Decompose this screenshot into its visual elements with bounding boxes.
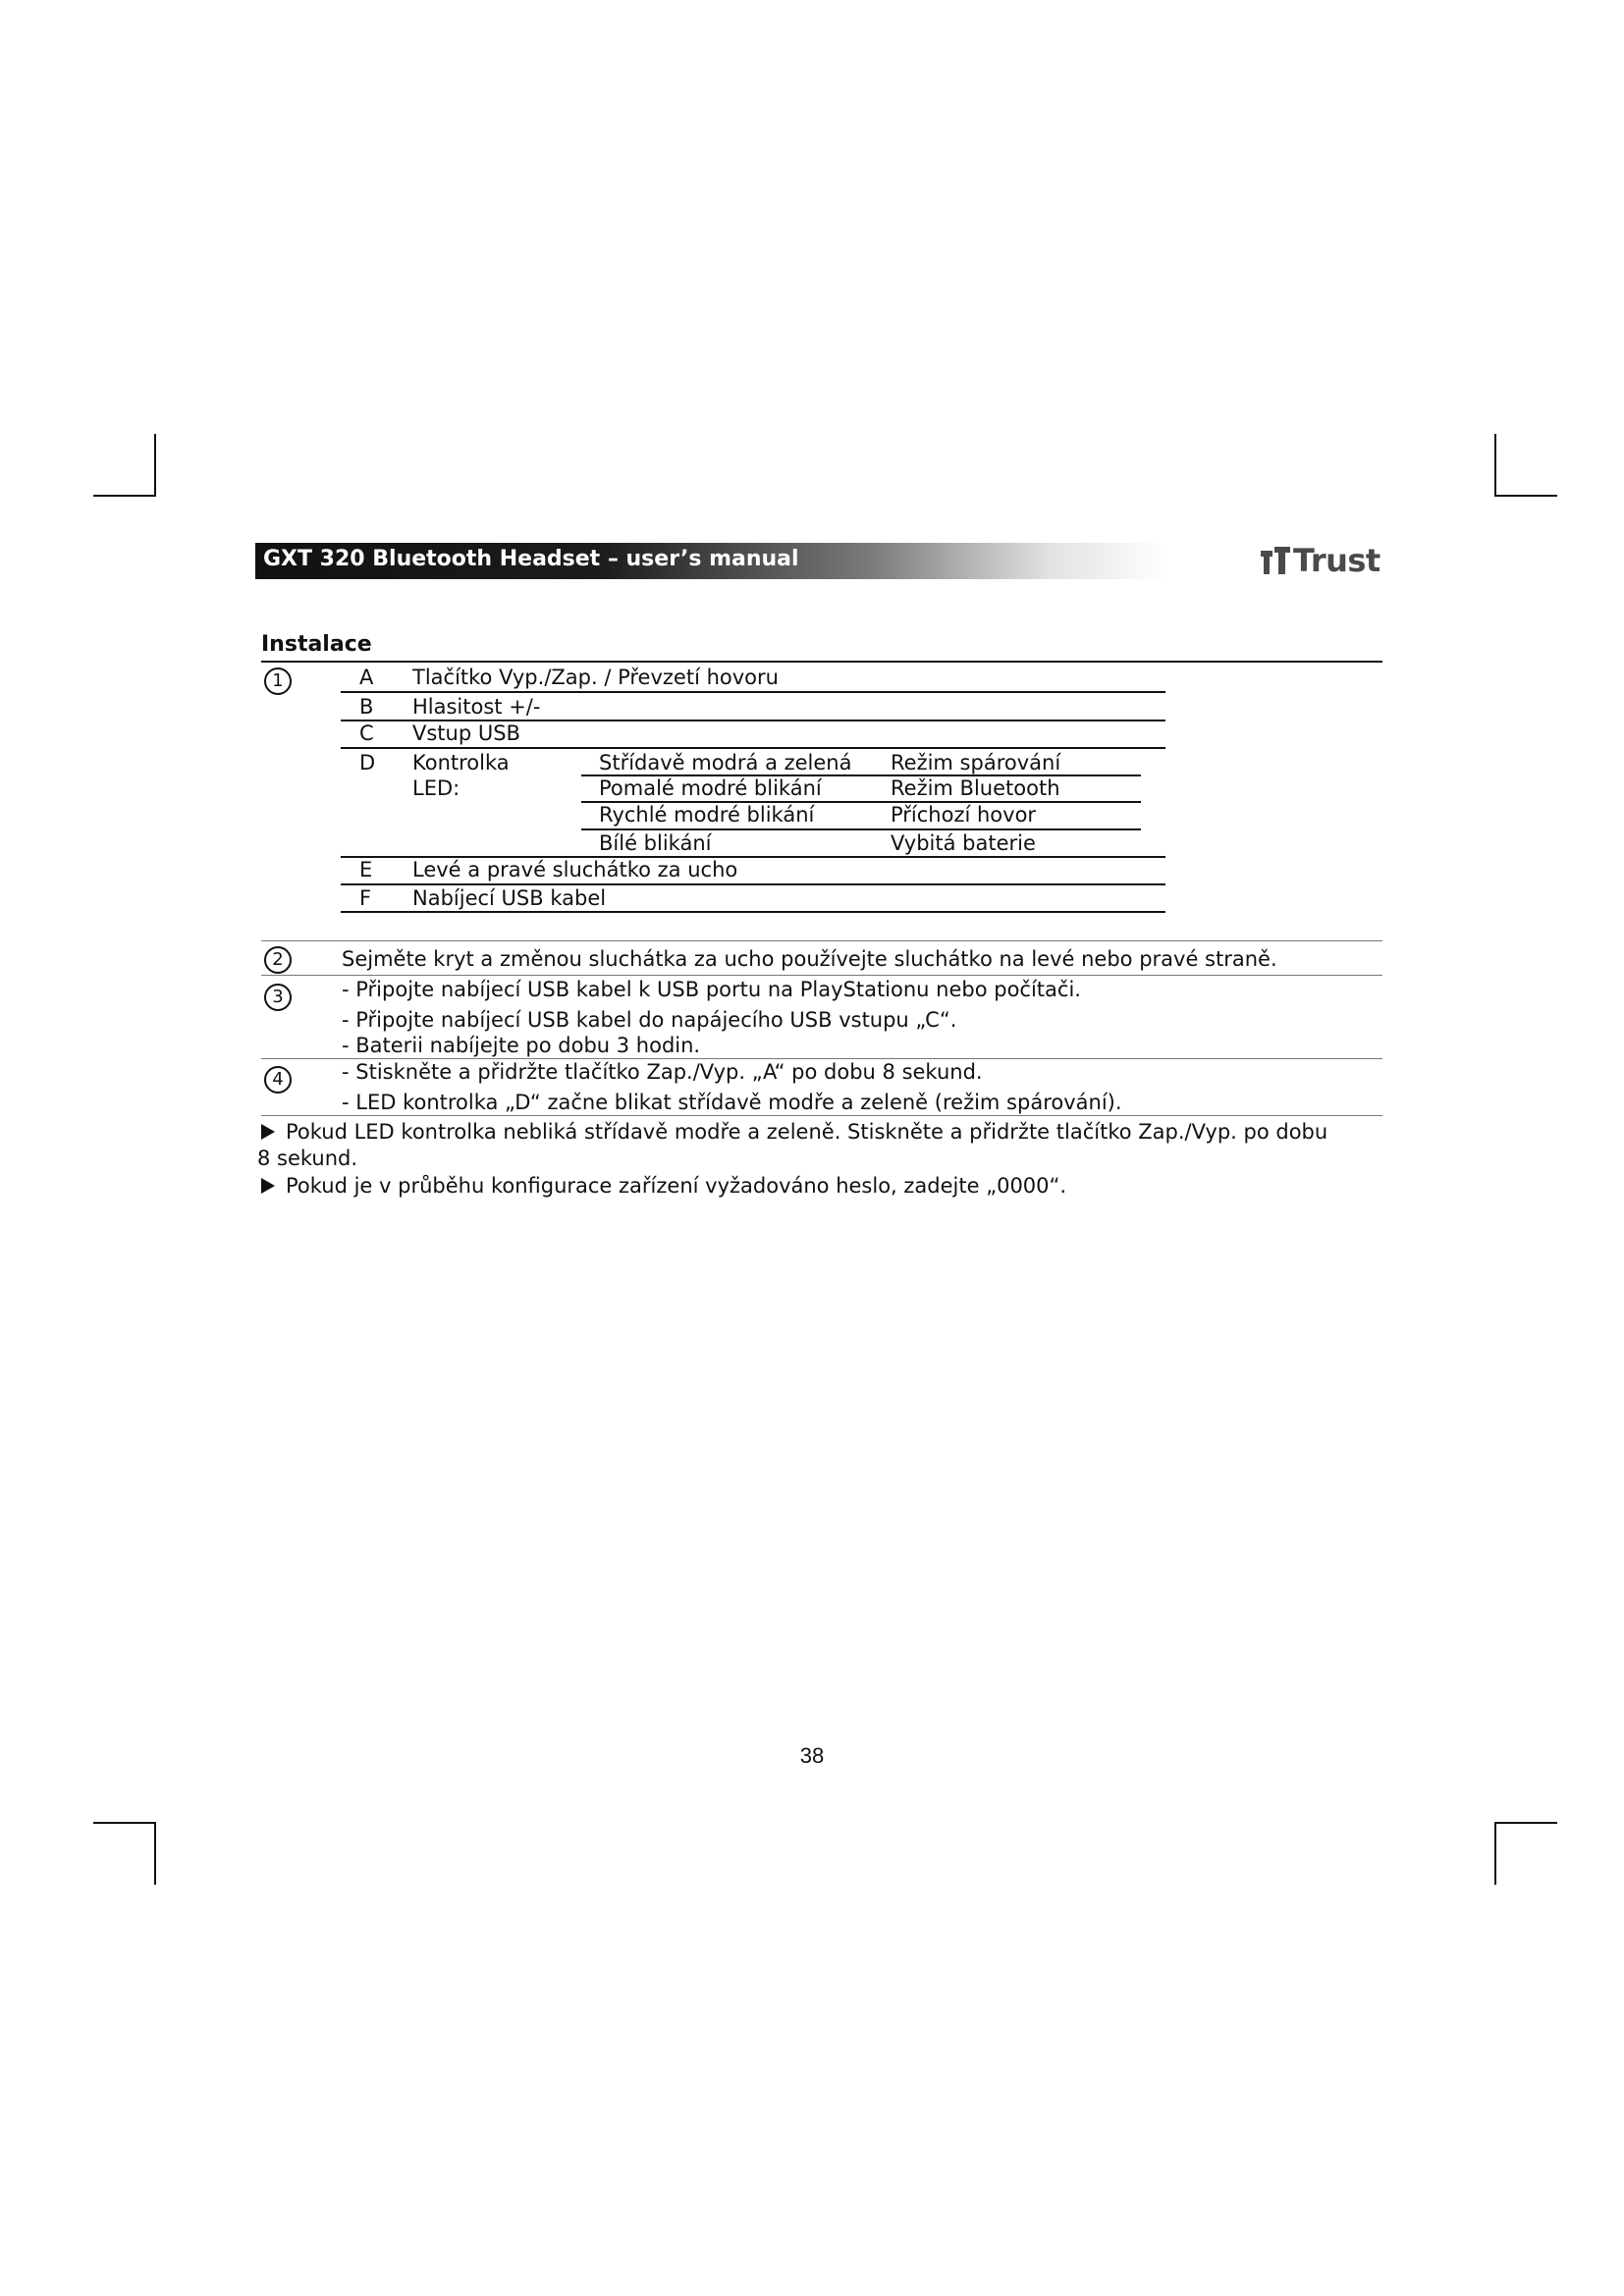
led-signal-4: Bílé blikání — [599, 831, 712, 855]
step2-rule — [261, 940, 1382, 941]
step-number-2: 2 — [264, 946, 292, 974]
section-rule — [261, 661, 1382, 663]
part-text-e: Levé a pravé sluchátko za ucho — [412, 858, 738, 881]
manual-title: GXT 320 Bluetooth Headset – user’s manual — [263, 547, 799, 571]
step3-line-3: - Baterii nabíjejte po dobu 3 hodin. — [342, 1034, 701, 1057]
crop-mark-bottom-right-v — [1494, 1822, 1496, 1885]
parts-rule-a — [341, 691, 1165, 693]
section-title: Instalace — [261, 632, 372, 657]
step-number-3: 3 — [264, 984, 292, 1011]
step-number-1: 1 — [264, 667, 292, 695]
crop-mark-bottom-left-v — [154, 1822, 156, 1885]
crop-mark-bottom-left-h — [93, 1822, 156, 1824]
note-2-line-1: Pokud je v průběhu konfigurace zařízení vyžadováno heslo, zadejte „0000“. — [286, 1174, 1067, 1198]
step4-line-2: - LED kontrolka „D“ začne blikat střídavě modře a zeleně (režim spárování). — [342, 1091, 1122, 1114]
step2-text: Sejměte kryt a změnou sluchátka za ucho používejte sluchátko na levé nebo pravé straně. — [342, 947, 1277, 971]
trust-logo — [1261, 541, 1380, 580]
step3-line-1: - Připojte nabíjecí USB kabel k USB portu na PlayStationu nebo počítači. — [342, 978, 1081, 1001]
crop-mark-bottom-right-h — [1494, 1822, 1557, 1824]
step3-rule — [261, 975, 1382, 976]
parts-rule-c — [341, 747, 1165, 749]
step4-bottom-rule — [261, 1115, 1382, 1116]
part-text-f: Nabíjecí USB kabel — [412, 886, 607, 910]
led-meaning-2: Režim Bluetooth — [891, 776, 1060, 800]
crop-mark-top-right-h — [1494, 495, 1557, 497]
page-number: 38 — [799, 1743, 825, 1768]
trust-logo-text: Trust — [1293, 542, 1380, 579]
part-text-d-line1: Kontrolka — [412, 751, 510, 774]
led-meaning-4: Vybitá baterie — [891, 831, 1036, 855]
part-letter-f: F — [359, 886, 372, 910]
step4-line-1: - Stiskněte a přidržte tlačítko Zap./Vyp. „A“ po dobu 8 sekund. — [342, 1060, 983, 1084]
crop-mark-top-left-h — [93, 495, 156, 497]
step3-line-2: - Připojte nabíjecí USB kabel do napájecího USB vstupu „C“. — [342, 1008, 957, 1032]
led-meaning-1: Režim spárování — [891, 751, 1061, 774]
part-letter-d: D — [359, 751, 376, 774]
note-1-line-2: 8 sekund. — [257, 1147, 358, 1170]
led-signal-3: Rychlé modré blikání — [599, 803, 815, 827]
led-meaning-3: Příchozí hovor — [891, 803, 1037, 827]
parts-rule-f — [341, 911, 1165, 913]
step-number-4: 4 — [264, 1066, 292, 1094]
part-letter-c: C — [359, 721, 374, 745]
led-signal-2: Pomalé modré blikání — [599, 776, 822, 800]
part-text-a: Tlačítko Vyp./Zap. / Převzetí hovoru — [412, 666, 779, 689]
crop-mark-top-left-v — [154, 434, 156, 497]
note-2-arrow-icon — [261, 1178, 275, 1194]
note-1-line-1: Pokud LED kontrolka nebliká střídavě modře a zeleně. Stiskněte a přidržte tlačítko Zap./Vyp. po dobu — [286, 1120, 1328, 1144]
note-1-arrow-icon — [261, 1124, 275, 1140]
part-text-d-line2: LED: — [412, 776, 460, 800]
part-text-c: Vstup USB — [412, 721, 520, 745]
crop-mark-top-right-v — [1494, 434, 1496, 497]
led-signal-1: Střídavě modrá a zelená — [599, 751, 852, 774]
part-letter-a: A — [359, 666, 374, 689]
part-text-b: Hlasitost +/- — [412, 695, 541, 719]
trust-logo-mark-icon — [1261, 547, 1290, 574]
header-bar — [255, 543, 1247, 579]
part-letter-b: B — [359, 695, 374, 719]
part-letter-e: E — [359, 858, 373, 881]
